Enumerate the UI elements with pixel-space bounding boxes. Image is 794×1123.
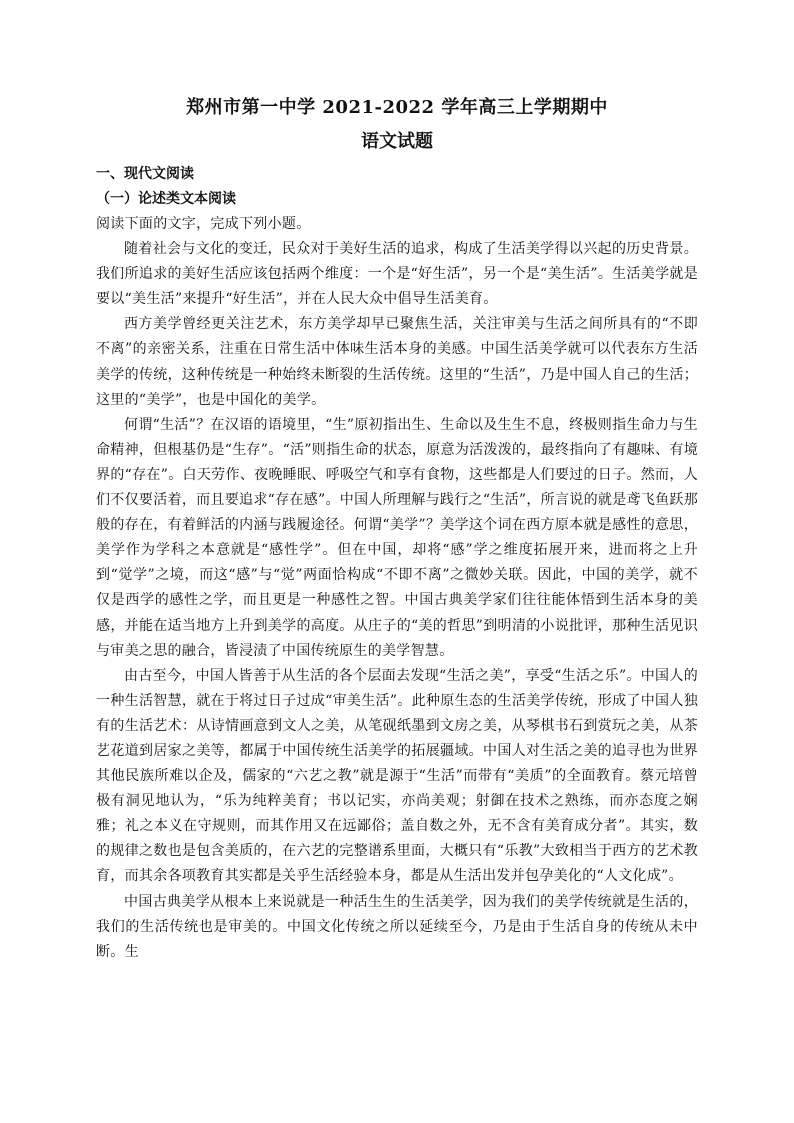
instruction-text: 阅读下面的文字，完成下列小题。 <box>96 216 311 232</box>
paragraph-1: 随着社会与文化的变迁，民众对于美好生活的追求，构成了生活美学得以兴起的历史背景。我们所追求的美好生活应该包括两个维度：一个是“好生活”，另一个是“美生活”。生活美学就是要以“美生活”来提升“好生活”，并在人民大众中倡导生活美育。 <box>96 241 698 308</box>
paragraph-5: 中国古典美学从根本上来说就是一种活生生的生活美学，因为我们的美学传统就是生活的，我们的生活传统也是审美的。中国文化传统之所以延续至今，乃是由于生活自身的传统从未中断。生 <box>96 893 698 960</box>
section-subheading: （一）论述类文本阅读 <box>96 191 236 207</box>
paragraph-4: 由古至今，中国人皆善于从生活的各个层面去发现“生活之美”，享受“生活之乐”。中国人的一种生活智慧，就在于将过日子过成“审美生活”。此种原生态的生活美学传统，形成了中国人独有的生活艺术：从诗情画意到文人之美，从笔砚纸墨到文房之美，从琴棋书石到赏玩之美，从茶艺花道到居家之美等，都属于中国传统生活美学的拓展疆域。中国人对生活之美的追寻也为世界其他民族所难以企及，儒家的“六艺之教”就是源于“生活”而带有“美质”的全面教育。蔡元培曾极有洞见地认为，“乐为纯粹美育；书以记实，亦尚美观；射御在技术之熟练，而亦态度之娴雅；礼之本义在守规则，而其作用又在远鄙俗；盖自数之外，无不含有美育成分者”。其实，数的规律之数也是包含美质的，在六艺的完整谱系里面，大概只有“乐教”大致相当于西方的艺术教育，而其余各项教育其实都是关乎生活经验本身，都是从生活出发并包孕美化的“人文化成”。 <box>96 667 698 885</box>
exam-subtitle: 语文试题 <box>361 131 433 152</box>
section-heading: 一、现代文阅读 <box>96 166 194 182</box>
exam-title: 郑州市第一中学 2021-2022 学年高三上学期期中 <box>186 97 608 118</box>
paragraph-3: 何谓“生活”？在汉语的语境里，“生”原初指出生、生命以及生生不息，终极则指生命力与生命精神，但根基仍是“生存”。“活”则指生命的状态，原意为活泼泼的，最终指向了有趣味、有境界的“存在”。白天劳作、夜晚睡眠、呼吸空气和享有食物，这些都是人们要过的日子。然而，人们不仅要活着，而且要追求“存在感”。中国人所理解与践行之“生活”，所言说的就是鸢飞鱼跃那般的存在，有着鲜活的内涵与践履途径。何谓“美学”？美学这个词在西方原本就是感性的意思，美学作为学科之本意就是“感性学”。但在中国，却将“感”学之维度拓展开来，进而将之上升到“觉学”之境，而这“感”与“觉”两面恰构成“不即不离”之微妙关联。因此，中国的美学，就不仅是西学的感性之学，而且更是一种感性之智。中国古典美学家们往往能体悟到生活本身的美感，并能在适当地方上升到美学的高度。从庄子的“美的哲思”到明清的小说批评，那种生活见识与审美之思的融合，皆浸渍了中国传统原生的美学智慧。 <box>96 416 698 659</box>
paragraph-2: 西方美学曾经更关注艺术，东方美学却早已聚焦生活，关注审美与生活之间所具有的“不即不离”的亲密关系，注重在日常生活中体味生活本身的美感。中国生活美学就可以代表东方生活美学的传统，这种传统是一种始终未断裂的生活传统。这里的“生活”，乃是中国人自己的生活；这里的“美学”，也是中国化的美学。 <box>96 316 698 408</box>
